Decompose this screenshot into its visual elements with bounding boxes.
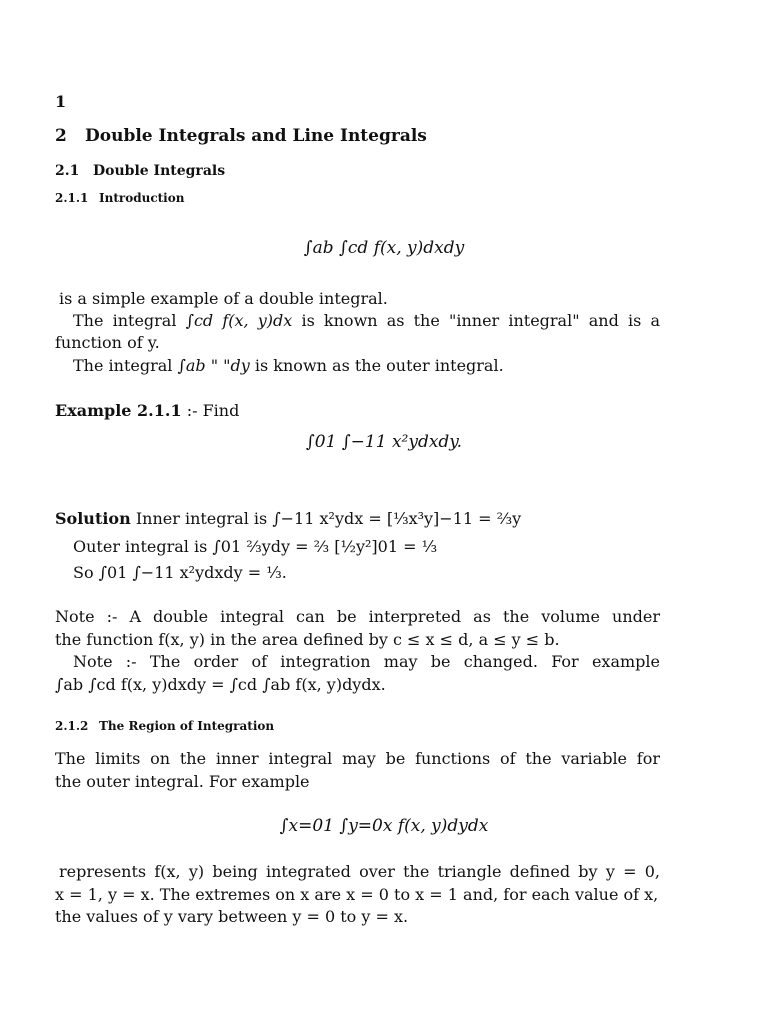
display-equation-1-text: ∫ab ∫cd f(x, y)dxdy [303,238,465,258]
intro-line-4-math: ∫ab " "dy [177,356,250,375]
subsubsection-title: The Region of Integration [99,719,275,733]
solution-line-1-text: Inner integral is ∫−11 x²ydx = [⅓x³y]−11 = ⅔y [135,509,522,528]
note-2-line-1: Note :- The order of integration may be changed. For example [73,652,660,671]
solution-line-3: So ∫01 ∫−11 x²ydxdy = ⅓. [73,563,287,582]
example-heading [55,400,660,422]
subsubsection-heading-intro [55,191,184,205]
section-number: 2 [55,126,67,146]
intro-line-4 [55,355,660,377]
display-equation-3-text: ∫x=01 ∫y=0x f(x, y)dydx [279,816,489,836]
example-text: :- Find [186,401,240,420]
display-equation-2 [0,432,768,452]
display-equation-1 [0,238,768,258]
region-line-2: the outer integral. For example [55,772,310,791]
note-1-line-1: Note :- A double integral can be interpreted as the volume under [55,607,660,626]
subsection-number: 2.1 [55,163,80,179]
subsubsection-number: 2.1.2 [55,719,89,733]
note-2-line-2: ∫ab ∫cd f(x, y)dxdy = ∫cd ∫ab f(x, y)dydx. [55,675,386,694]
intro-line-4-a: The integral [73,356,173,375]
subsubsection-heading-region [55,719,274,733]
region-line-5: the values of y vary between y = 0 to y = x. [55,907,409,926]
intro-line-3: function of y. [55,333,160,352]
region-line-4: x = 1, y = x. The extremes on x are x = 0 to x = 1 and, for each value of x, [55,885,659,904]
section-title: Double Integrals and Line Integrals [85,126,427,146]
subsection-title: Double Integrals [93,163,226,179]
intro-line-2-a: The integral [73,311,177,330]
solution-line-2: Outer integral is ∫01 ⅔ydy = ⅔ [½y²]01 = ⅓ [73,537,438,556]
subsection-heading [55,163,225,179]
example-label: Example 2.1.1 [55,401,182,420]
region-line-1: The limits on the inner integral may be functions of the variable for [55,749,660,768]
intro-line-2 [55,310,660,332]
display-equation-2-text: ∫01 ∫−11 x²ydxdy. [305,432,463,452]
solution-line-1 [55,508,660,530]
intro-line-1: is a simple example of a double integral. [59,289,388,308]
page-number: 1 [55,92,67,111]
display-equation-3 [0,816,768,836]
region-line-3: represents f(x, y) being integrated over the triangle defined by y = 0, [59,862,660,881]
section-heading [55,126,427,146]
intro-line-2-math: ∫cd f(x, y)dx [185,311,293,330]
intro-line-4-c: is known as the outer integral. [254,356,504,375]
intro-line-2-c: is known as the "inner integral" and is a [301,311,660,330]
subsubsection-number: 2.1.1 [55,191,89,205]
solution-label: Solution [55,509,131,528]
note-1-line-2: the function f(x, y) in the area defined by c ≤ x ≤ d, a ≤ y ≤ b. [55,630,560,649]
subsubsection-title: Introduction [99,191,185,205]
